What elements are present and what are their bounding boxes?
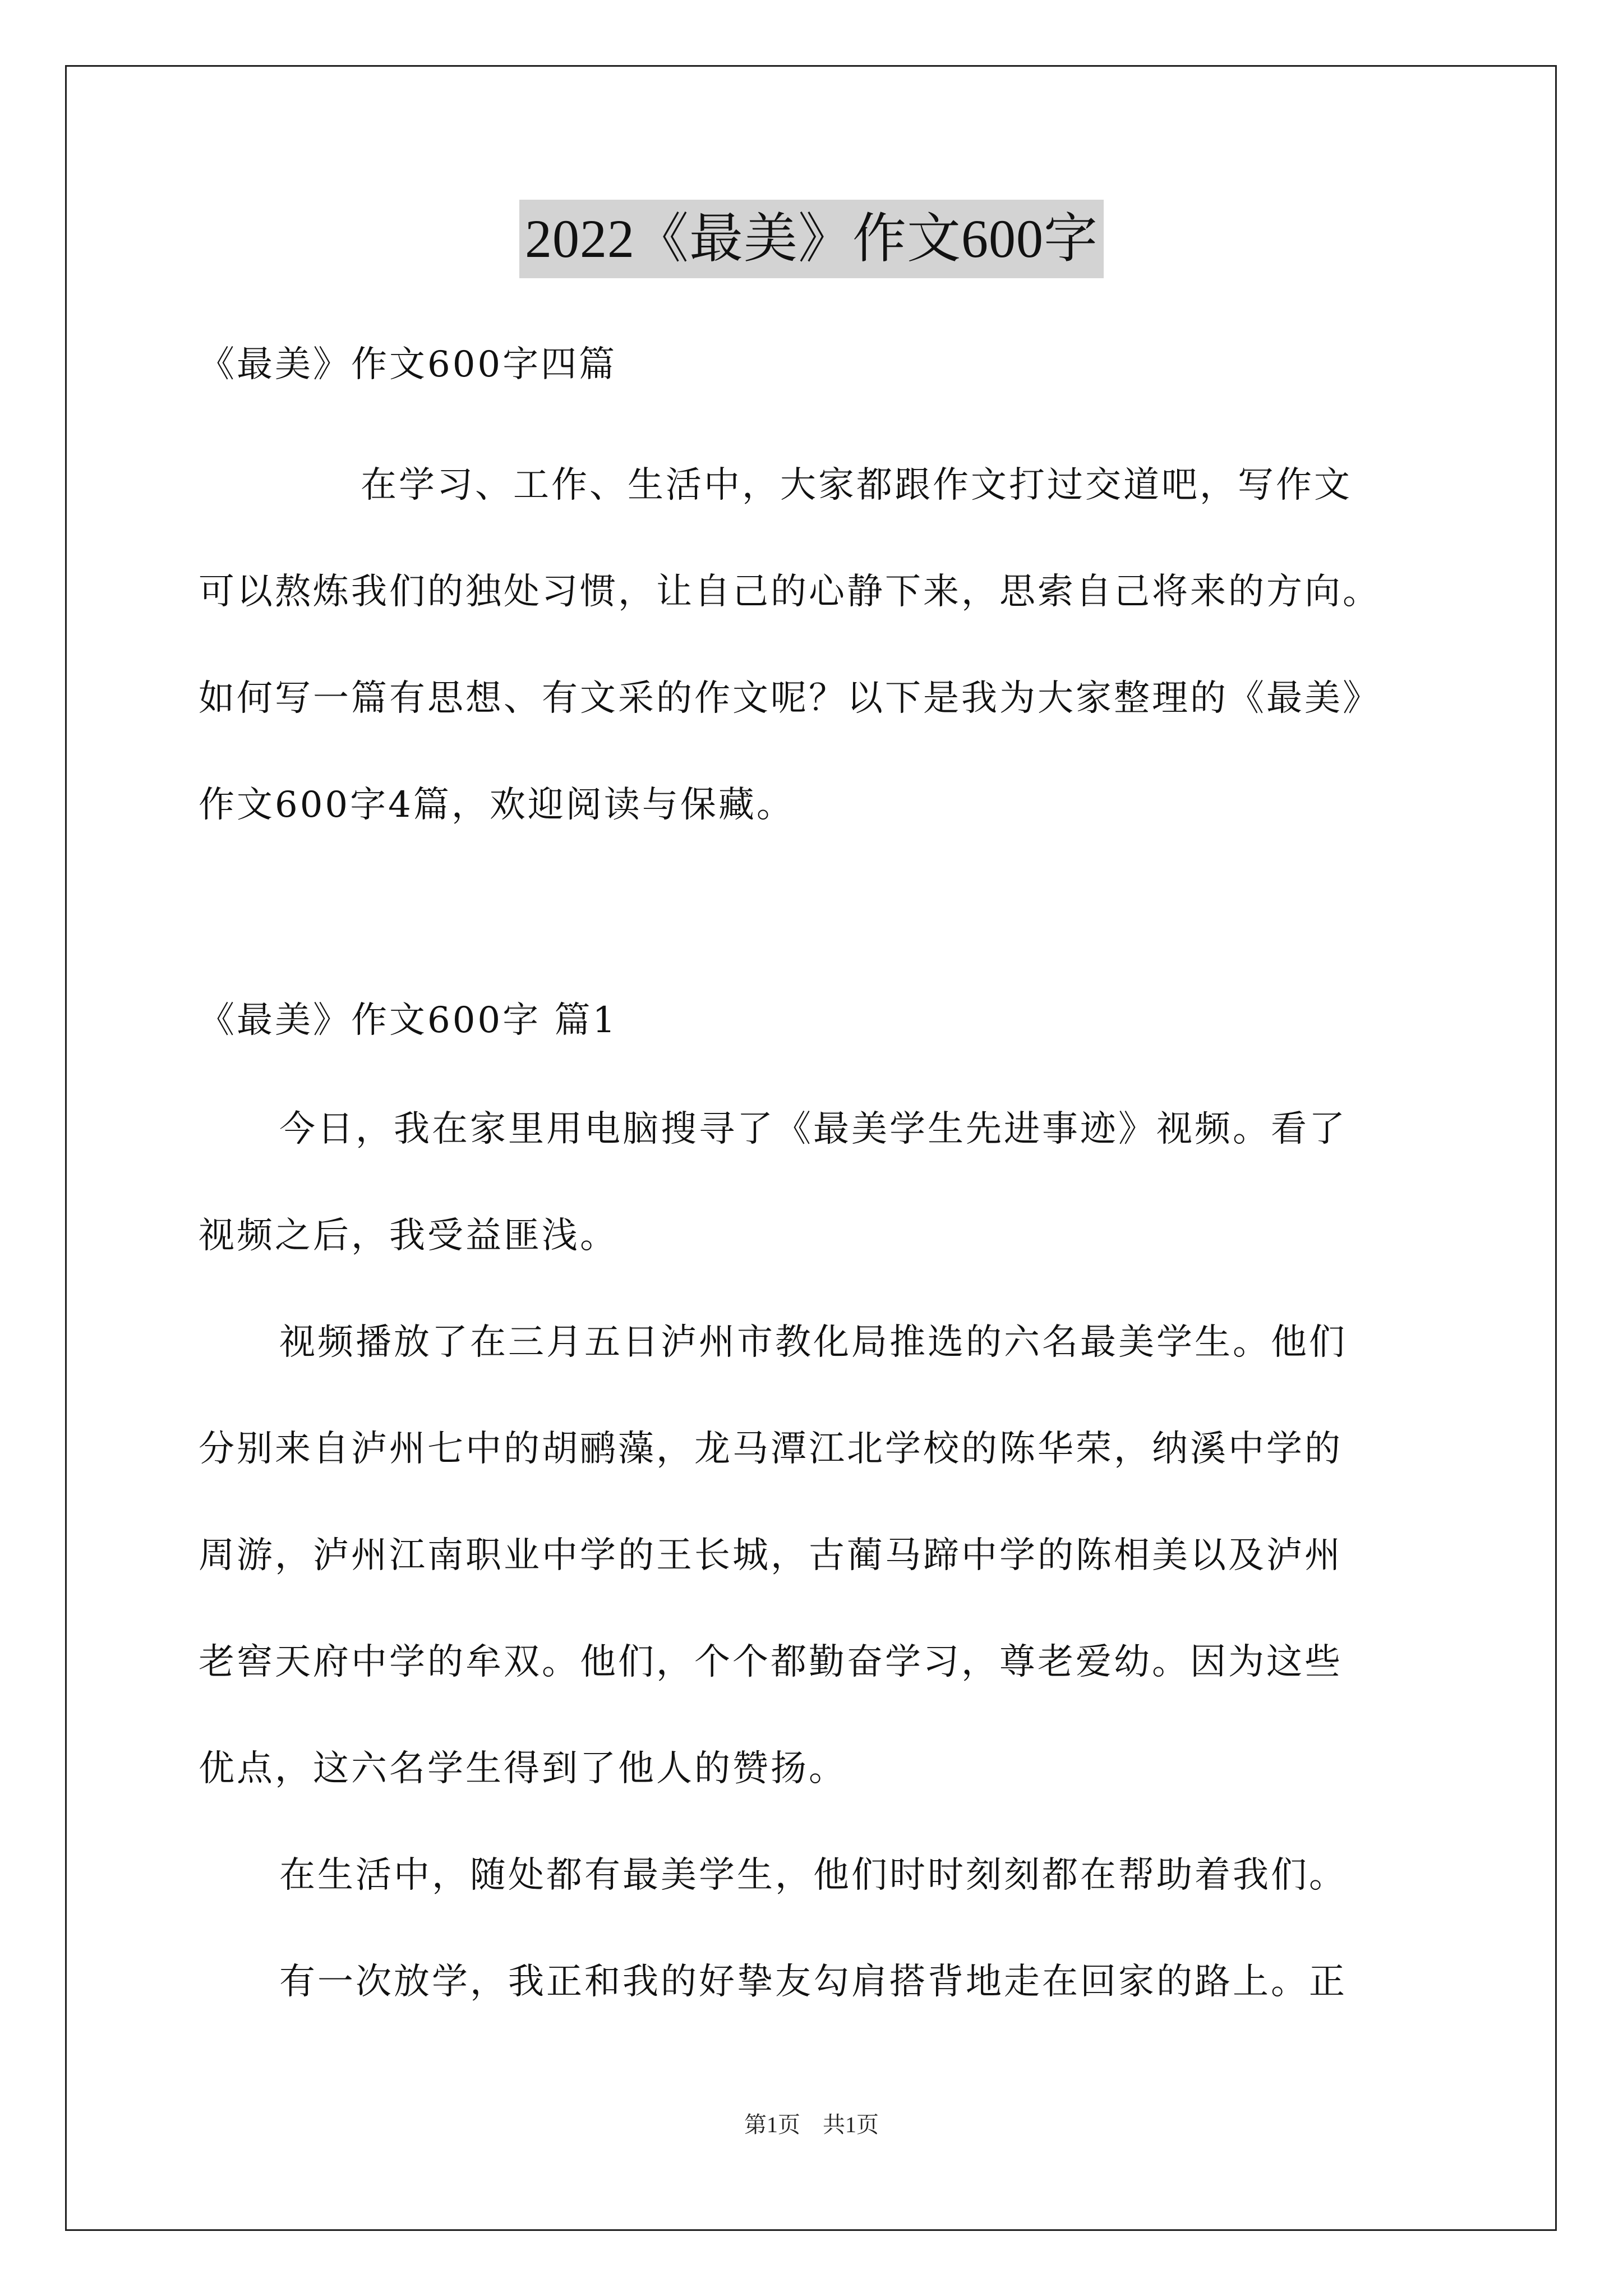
paragraph-line: 有一次放学，我正和我的好挚友勾肩搭背地走在回家的路上。正 <box>279 1961 1347 2003</box>
paragraph-line: 优点，这六名学生得到了他人的赞扬。 <box>199 1748 847 1789</box>
paragraph-line: 在生活中，随处都有最美学生，他们时时刻刻都在帮助着我们。 <box>279 1855 1347 1896</box>
paragraph-line: 视频播放了在三月五日泸州市教化局推选的六名最美学生。他们 <box>279 1322 1347 1363</box>
paragraph-line: 视频之后，我受益匪浅。 <box>199 1215 618 1257</box>
intro-line: 在学习、工作、生活中，大家都跟作文打过交道吧，写作文 <box>361 464 1352 506</box>
intro-line: 作文600字4篇，欢迎阅读与保藏。 <box>199 784 795 826</box>
subtitle: 《最美》作文600字四篇 <box>199 344 617 385</box>
title-wrap <box>0 200 1623 278</box>
intro-line: 如何写一篇有思想、有文采的作文呢？以下是我为大家整理的《最美》 <box>199 678 1381 719</box>
paragraph-line: 分别来自泸州七中的胡鹂藻，龙马潭江北学校的陈华荣，纳溪中学的 <box>199 1428 1343 1470</box>
page-footer: 第1页 共1页 <box>744 2112 879 2137</box>
section-heading: 《最美》作文600字 篇1 <box>199 1000 618 1041</box>
paragraph-line: 周游，泸州江南职业中学的王长城，古蔺马蹄中学的陈相美以及泸州 <box>199 1535 1343 1576</box>
paragraph-line: 今日，我在家里用电脑搜寻了《最美学生先进事迹》视频。看了 <box>279 1108 1347 1150</box>
intro-line: 可以熬炼我们的独处习惯，让自己的心静下来，思索自己将来的方向。 <box>199 571 1381 613</box>
document-title: 2022《最美》作文600字 <box>519 200 1104 278</box>
paragraph-line: 老窖天府中学的牟双。他们，个个都勤奋学习，尊老爱幼。因为这些 <box>199 1641 1343 1683</box>
